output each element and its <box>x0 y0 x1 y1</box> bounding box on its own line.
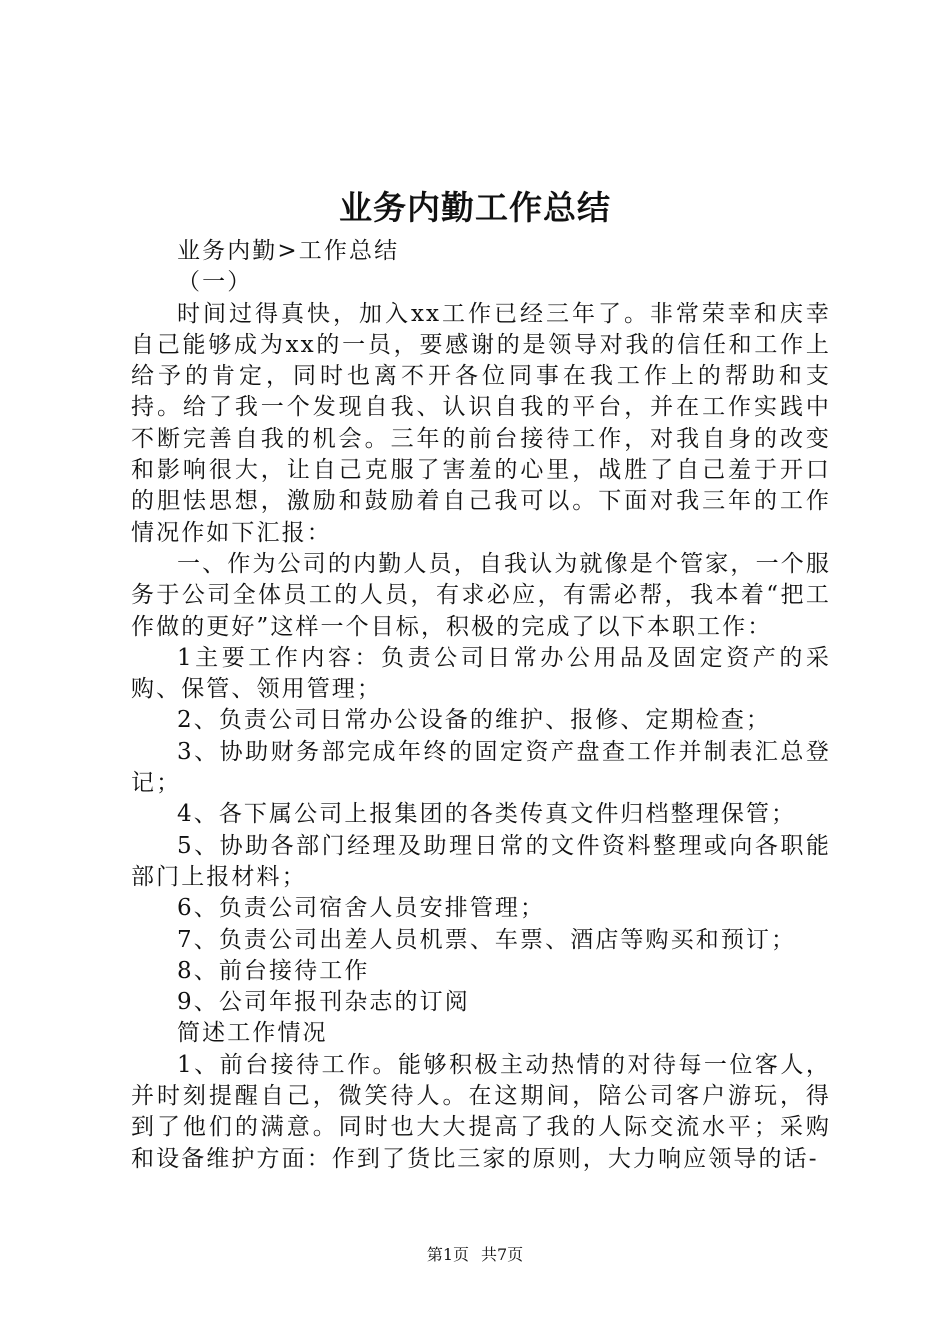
document-title: 业务内勤工作总结 <box>339 188 611 227</box>
duty-item-2: 2、负责公司日常办公设备的维护、报修、定期检查； <box>177 707 772 734</box>
duty-item-4: 4、各下属公司上报集团的各类传真文件归档整理保管； <box>177 801 797 828</box>
duty-item-3: 3、协助财务部完成年终的固定资产盘查工作并制表汇总登记； <box>131 738 831 797</box>
subtitle-paragraph: 业务内勤>工作总结 <box>177 238 400 264</box>
document-body <box>131 236 831 1175</box>
duty-item-1: 1主要工作内容：负责公司日常办公用品及固定资产的采购、保管、领用管理； <box>131 644 831 703</box>
duty-item-8: 8、前台接待工作 <box>177 957 370 984</box>
section-number-paragraph: （一） <box>177 269 253 296</box>
summary-paragraph-1: 1、前台接待工作。能够积极主动热情的对待每一位客人，并时刻提醒自己，微笑待人。在这期间，陪公司客户游玩，得到了他们的满意。同时也大大提高了我的人际交流水平；采购和设备维护方面：作到了货比三家的原则，大力响应领导的话- <box>131 1051 831 1172</box>
role-paragraph: 一、作为公司的内勤人员，自我认为就像是个管家，一个服务于公司全体员工的人员，有求必应，有需必帮，我本着“把工作做的更好”这样一个目标，积极的完成了以下本职工作： <box>131 550 831 640</box>
page-number: 第1页 <box>426 1245 469 1264</box>
duty-item-5: 5、协助各部门经理及助理日常的文件资料整理或向各职能部门上报材料； <box>131 832 831 890</box>
intro-paragraph: 时间过得真快，加入xx工作已经三年了。非常荣幸和庆幸自己能够成为xx的一员，要感谢的是领导对我的信任和工作上给予的肯定，同时也离不开各位同事在我工作上的帮助和支持。给了我一个发现自我、认识自我的平台，并在工作实践中不断完善自我的机会。三年的前台接待工作，对我自身的改变和影响很大，让自己克服了害羞的心里，战胜了自己羞于开口的胆怯思想，激励和鼓励着自己我可以。下面对我三年的工作情况作如下汇报： <box>131 300 831 546</box>
page-total: 共7页 <box>481 1245 524 1264</box>
duty-item-9: 9、公司年报刊杂志的订阅 <box>177 989 470 1016</box>
summary-heading: 简述工作情况 <box>177 1020 328 1047</box>
duty-item-6: 6、负责公司宿舍人员安排管理； <box>177 895 546 922</box>
page-footer <box>0 1243 950 1267</box>
duty-item-7: 7、负责公司出差人员机票、车票、酒店等购买和预订； <box>177 926 797 953</box>
